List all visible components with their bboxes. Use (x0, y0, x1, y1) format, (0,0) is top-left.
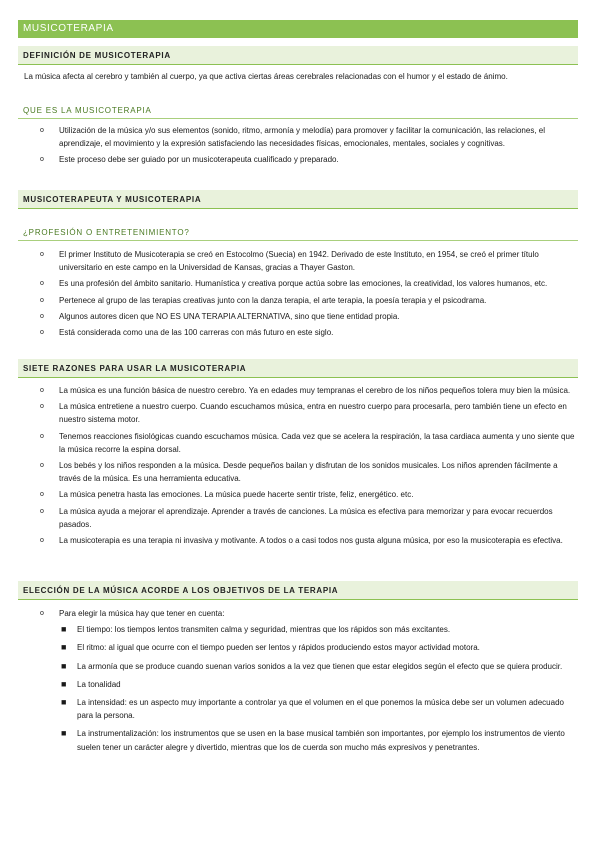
bullet-circle-icon: o (40, 462, 44, 470)
section-heading-musicoterapeuta: MUSICOTERAPEUTA Y MUSICOTERAPIA (18, 190, 578, 209)
list-item: o Está considerada como una de las 100 carreras con más futuro en este siglo. (0, 326, 599, 339)
bullet-square-icon: ■ (61, 697, 67, 708)
bullet-circle-icon: o (40, 403, 44, 411)
definicion-text: La música afecta al cerebro y también al cuerpo, ya que activa ciertas áreas cerebrales relacionadas con el humor y el estado de ánimo. (24, 72, 508, 81)
bullet-circle-icon: o (40, 610, 44, 617)
siete-razones-list (0, 384, 599, 550)
section-heading-definicion: DEFINICIÓN DE MUSICOTERAPIA (18, 46, 578, 65)
section-heading-eleccion: ELECCIÓN DE LA MÚSICA ACORDE A LOS OBJETIVOS DE LA TERAPIA (18, 581, 578, 600)
bullet-circle-icon: o (40, 329, 44, 337)
sub-list-item: ■ La intensidad: es un aspecto muy importante a controlar ya que el volumen en el que ponemos la música debe ser un volumen adecuado para la persona. (61, 697, 564, 721)
bullet-circle-icon: o (40, 537, 44, 545)
bullet-square-icon: ■ (61, 624, 67, 635)
bullet-circle-icon: o (40, 156, 44, 164)
sub-list-item: ■ La tonalidad (61, 678, 121, 689)
list-item: o Los bebés y los niños responden a la música. Desde pequeños bailan y disfrutan de los sonidos musicales. Los niños aprenden fácilmente a través de la música. Es una herramienta educativa. (40, 461, 558, 484)
bullet-circle-icon: o (40, 432, 44, 440)
bullet-circle-icon: o (40, 280, 44, 288)
bullet-circle-icon: o (40, 507, 44, 515)
section-heading-profesion: ¿PROFESIÓN O ENTRETENIMIENTO? (18, 226, 578, 241)
bullet-circle-icon: o (40, 491, 44, 499)
list-item: o La música entretiene a nuestro cuerpo. Cuando escuchamos música, entra en nuestro cuerpo para procesarla, pero también tiene un efecto en nuestro sistema motor. (40, 402, 567, 425)
list-item: o Algunos autores dicen que NO ES UNA TERAPIA ALTERNATIVA, sino que tiene entidad propia. (0, 310, 599, 323)
que-es-list (0, 124, 599, 170)
bullet-circle-icon: o (40, 312, 44, 320)
bullet-circle-icon: o (40, 127, 44, 134)
eleccion-intro: Para elegir la música hay que tener en cuenta: (59, 609, 225, 618)
bullet-square-icon: ■ (61, 678, 67, 689)
list-item: o Este proceso debe ser guiado por un musicoterapeuta cualificado y preparado. (0, 153, 599, 166)
bullet-circle-icon: o (40, 296, 44, 304)
sub-list-item: ■ El tiempo: los tiempos lentos transmiten calma y seguridad, mientras que los rápidos son más excitantes. (61, 624, 451, 635)
list-item: o Es una profesión del ámbito sanitario. Humanística y creativa porque actúa sobre las emociones, la creatividad, los valores humanos, etc. (0, 277, 599, 290)
list-item (0, 607, 599, 754)
section-heading-que-es: QUE ES LA MUSICOTERAPIA (18, 104, 578, 119)
list-item: o Pertenece al grupo de las terapias creativas junto con la danza terapia, el arte terapia, la poesía terapia y el psicodrama. (0, 294, 599, 307)
sub-list-item: ■ La armonía que se produce cuando suenan varios sonidos a la vez que tienen que estar elegidos según el efecto que se quiera producir. (61, 660, 563, 671)
section-heading-siete-razones: SIETE RAZONES PARA USAR LA MUSICOTERAPIA (18, 359, 578, 378)
list-item: o Tenemos reacciones fisiológicas cuando escuchamos música. Cada vez que se acelera la respiración, la tasa cardiaca aumenta y uno siente que la música recorre la espina dorsal. (40, 431, 575, 454)
list-item: o El primer Instituto de Musicoterapia se creó en Estocolmo (Suecia) en 1942. Derivado de este Instituto, en 1954, se creó el primer título universitario en este campo en la Universidad de Kansas, gracias a Thayer Gaston. (40, 250, 539, 273)
bullet-circle-icon: o (40, 387, 44, 394)
list-item: o La música es una función básica de nuestro cerebro. Ya en edades muy tempranas el cerebro de los niños pequeños tolera muy bien la música. (0, 384, 599, 397)
list-item: o La música penetra hasta las emociones. La música puede hacerte sentir triste, feliz, energético. etc. (0, 488, 599, 501)
profesion-list (0, 248, 599, 342)
eleccion-list (0, 607, 599, 759)
document-title: MUSICOTERAPIA (18, 20, 578, 38)
list-item: o Utilización de la música y/o sus elementos (sonido, ritmo, armonía y melodía) para promover y facilitar la comunicación, las relaciones, el aprendizaje, el movimiento y la expresión satisfaciendo las necesidades físicas, emocionales, mentales, sociales y cognitivas. (40, 126, 545, 149)
sub-list-item: ■ El ritmo: al igual que ocurre con el tiempo pueden ser lentos y rápidos produciendo estos mayor actividad motora. (61, 642, 480, 653)
sub-list-item: ■ La instrumentalización: los instrumentos que se usen en la base musical también son importantes, por ejemplo los instrumentos de viento suelen tener un carácter alegre y divertido, mientras que los de cuerda son mucho más expresivos y penetrantes. (61, 728, 565, 752)
bullet-square-icon: ■ (61, 728, 67, 739)
bullet-square-icon: ■ (61, 660, 67, 671)
list-item: o La musicoterapia es una terapia ni invasiva y motivante. A todos o a casi todos nos gusta alguna música, por eso la musicoterapia es efectiva. (0, 534, 599, 547)
eleccion-sublist (59, 623, 577, 754)
bullet-circle-icon: o (40, 251, 44, 258)
bullet-square-icon: ■ (61, 642, 67, 653)
list-item: o La música ayuda a mejorar el aprendizaje. Aprender a través de canciones. La música es efectiva para memorizar y para evocar recuerdos pasados. (40, 506, 553, 529)
